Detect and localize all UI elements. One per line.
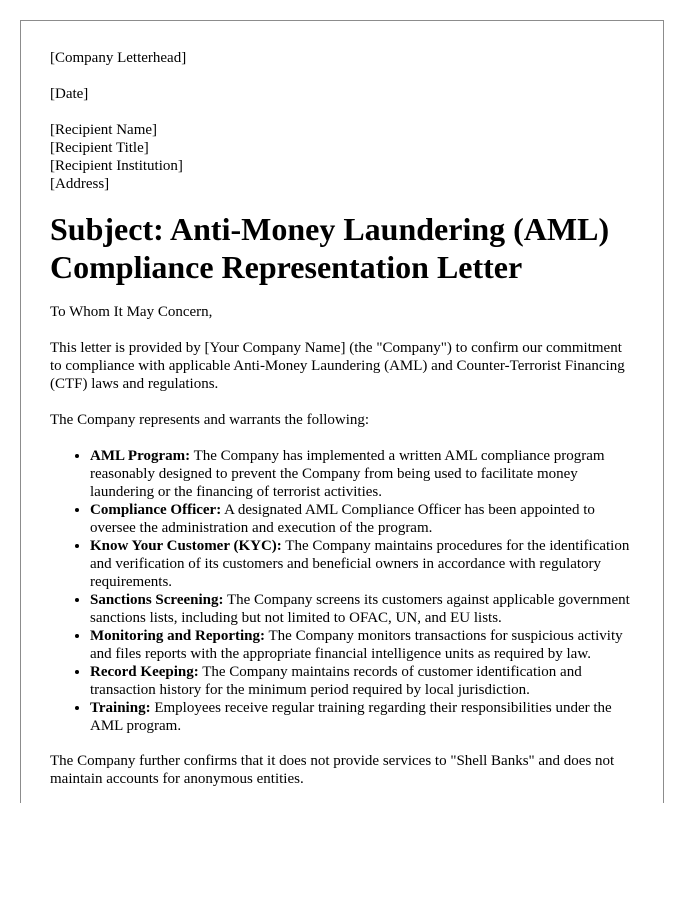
recipient-address-block — [50, 121, 630, 193]
recipient-title: [Recipient Title] — [50, 140, 149, 156]
list-item-heading: Monitoring and Reporting: — [90, 628, 266, 644]
representations-intro: The Company represents and warrants the following: — [50, 412, 370, 428]
letter-content — [50, 49, 630, 803]
list-item-text: The Company screens its customers against applicable government sanctions lists, including but not limited to OFAC, UN, and EU lists. — [90, 592, 630, 626]
salutation: To Whom It May Concern, — [50, 304, 213, 320]
list-item-heading: AML Program: — [90, 448, 191, 464]
list-item-text: The Company maintains records of customer identification and transaction history for the minimum period required by local jurisdiction. — [90, 664, 582, 698]
list-item-text: A designated AML Compliance Officer has been appointed to oversee the administration and execution of the program. — [90, 502, 595, 536]
recipient-address: [Address] — [50, 176, 110, 192]
list-item-heading: Compliance Officer: — [90, 502, 222, 518]
letter-date: [Date] — [50, 86, 89, 102]
closing-statement: The Company further confirms that it does not provide services to "Shell Banks" and does not maintain accounts for anonymous entities. — [50, 753, 615, 787]
representations-list — [50, 447, 630, 735]
list-item-text: The Company monitors transactions for suspicious activity and files reports with the appropriate financial intelligence units as required by law. — [90, 628, 623, 662]
list-item — [90, 663, 630, 699]
list-item — [90, 591, 630, 627]
list-item-text: Employees receive regular training regarding their responsibilities under the AML program. — [90, 700, 612, 734]
list-item — [90, 699, 630, 735]
list-item-heading: Record Keeping: — [90, 664, 199, 680]
list-item — [90, 447, 630, 501]
intro-paragraph: This letter is provided by [Your Company Name] (the "Company") to confirm our commitment to compliance with applicable Anti-Money Laundering (AML) and Counter-Terrorist Financing (CTF) laws and regulations. — [50, 340, 625, 392]
list-item-heading: Training: — [90, 700, 151, 716]
list-item — [90, 537, 630, 591]
list-item-heading: Sanctions Screening: — [90, 592, 224, 608]
recipient-institution: [Recipient Institution] — [50, 158, 183, 174]
list-item-text: The Company has implemented a written AML compliance program reasonably designed to prevent the Company from being used to facilitate money laundering or the financing of terrorist activities. — [90, 448, 605, 500]
letter-subject: Subject: Anti-Money Laundering (AML) Compliance Representation Letter — [50, 211, 610, 285]
list-item — [90, 627, 630, 663]
list-item — [90, 501, 630, 537]
list-item-heading: Know Your Customer (KYC): — [90, 538, 282, 554]
letter-page — [20, 20, 664, 803]
company-letterhead: [Company Letterhead] — [50, 50, 187, 66]
recipient-name: [Recipient Name] — [50, 122, 158, 138]
list-item-text: The Company maintains procedures for the identification and verification of its customers and beneficial owners in accordance with regulatory requirements. — [90, 538, 630, 590]
